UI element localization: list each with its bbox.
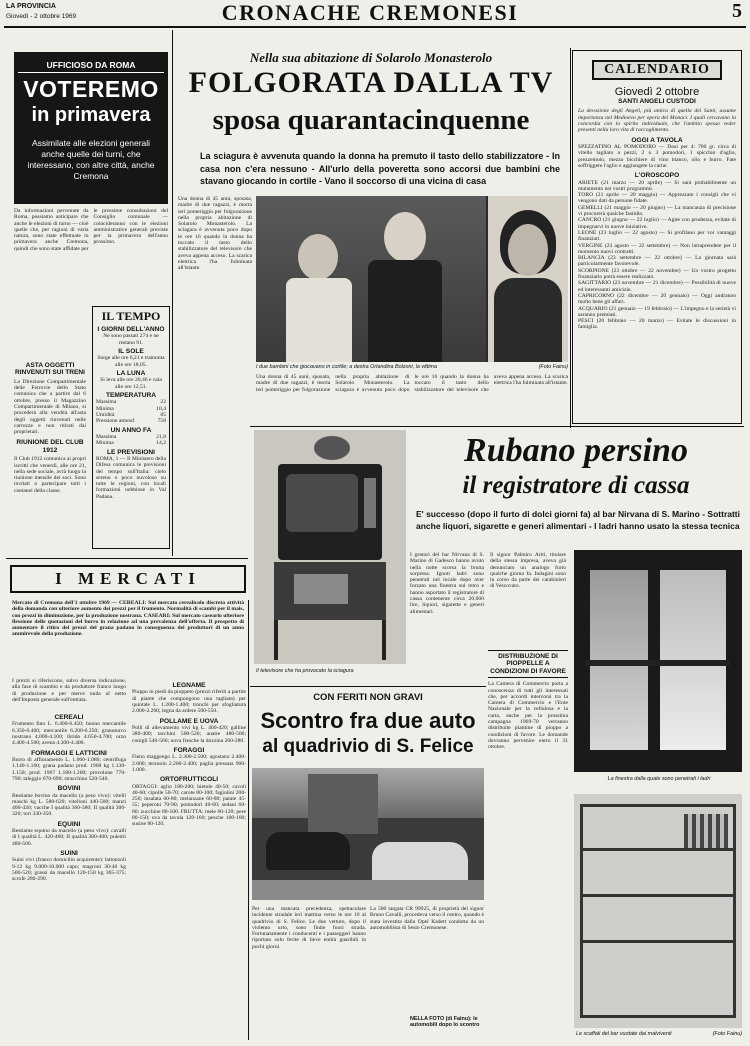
col-rule xyxy=(172,30,173,556)
tv-caption: Il televisore che ha provocato la sciagura xyxy=(256,668,354,674)
prev-text: ROMA, 1 — Il Ministero della Difesa comunica le previsioni del tempo sull'Italia: cielo sereno o poco nuvoloso su tutte le regioni, con locali formazioni nebbiose in Val Padana. xyxy=(96,456,166,500)
mercati-section-head: SUINI xyxy=(60,850,78,858)
prev-head: LE PREVISIONI xyxy=(107,448,155,456)
victims-caption: I due bambini che giocavano in cortile; a destra Orlandina Bolzoni, la vittima xyxy=(256,364,437,370)
calendario-box xyxy=(572,50,742,424)
calendario-saint: SANTI ANGELI CUSTODI xyxy=(618,98,696,105)
section-rule xyxy=(6,558,248,559)
rubano-title: Rubano persino xyxy=(464,432,688,469)
temp-value: 758 xyxy=(157,418,166,425)
woman-portrait xyxy=(488,196,568,362)
tavola-head: OGGI A TAVOLA xyxy=(631,136,683,144)
mercati-section-body: Polli di allevamento vivi kg L. 400-420; galline 380-400; tacchini 500-520; anatre 480-500; conigli 540-560; uova fresche la dozzina 260-280. xyxy=(132,725,246,744)
luna-head: LA LUNA xyxy=(116,370,146,377)
folgorata-kicker: Nella sua abitazione di Solarolo Monasterolo xyxy=(249,50,493,65)
tv-stabilizer xyxy=(294,574,348,604)
mercati-section-head: EQUINI xyxy=(57,820,81,828)
temp-head: TEMPERATURA xyxy=(105,392,157,399)
temp-label: Umidità xyxy=(96,412,115,418)
shelf-row xyxy=(582,894,734,897)
temp-label: Massima xyxy=(96,399,117,406)
oroscopo-item: CANCRO (21 giugno — 22 luglio) — Agite con prudenza, evitate di impegnarvi in nuove iniziative. xyxy=(578,217,736,230)
oroscopo-item: SCORPIONE (23 ottobre — 22 novembre) — Un vostro progetto finanziario potrà essere realizzato. xyxy=(578,267,736,281)
giorni-text: Ne sono passati 274 e ne restano 91. xyxy=(103,333,159,346)
news-body-club: Il Club 1912 comunica ai propri iscritti che venerdì, alle ore 21, nella sede sociale, avrà luogo la riunione mensile dei soci. Sono invitati a partecipare tutti i coetanei della classe. xyxy=(14,456,86,494)
masthead-rule xyxy=(4,26,746,28)
shelf-row xyxy=(582,940,734,943)
voteremo-kicker: UFFICIOSO DA ROMA xyxy=(18,60,164,73)
issue-date: Giovedì - 2 ottobre 1969 xyxy=(6,13,77,20)
shelf-credit: (Foto Fainu) xyxy=(712,1031,742,1037)
mercati-section-body: ORTAGGI: aglio 180-200; bietole 40-50; cavoli 40-60; cipolle 50-70; carote 80-100; fagiolini 200-250; insalata 60-80; melanzane 60-80; patate 45-55; peperoni 70-90; pomodori 40-60; sedani 60-80; zucchine 80-100. FRUTTA: mele 60-120; pere 80-150; uva da tavola 120-160; pesche 100-180; susine 80-120. xyxy=(132,783,246,828)
shelf-bottles xyxy=(684,814,728,848)
mercati-section-head: CEREALI xyxy=(54,714,84,721)
tv-legs xyxy=(274,620,386,660)
mercati-section-head: ORTOFRUTTICOLI xyxy=(159,776,219,784)
sole-head: IL SOLE xyxy=(118,348,144,355)
child-2-body xyxy=(368,260,442,362)
rubano-sub: E' successo (dopo il furto di dolci giorni fa) al bar Nirvana di S. Marino - Sottratti anche liquori, sigarette e generi alimentari - I ladri hanno usato la stessa tecnica xyxy=(416,509,740,531)
mercati-intro: Mercato di Cremona dell'1 ottobre 1969 — CEREALI: Sul mercato cerealicolo discreta attività della domanda con ulteriore aumento dei prezzi per il frumento. Normalità di scambi per il mais, con prezzi in diminuzione, per la produzione nostrana. CASEARI: Sul mercato caseario ulteriore flessione delle quotazioni del burro in relazione ad una prevalenza dell'offerta. Il prospetto di aumentare il ritiro dei prezzi del grana padano in conseguenza dei produttori di un anno ammirevole della produzione. xyxy=(12,600,244,638)
oroscopo-item: SAGITTARIO (23 novembre — 21 dicembre) — Possibilità di nuove ed interessanti amicizie. xyxy=(578,280,736,293)
col-rule xyxy=(248,600,249,1040)
scontro-caption: NELLA FOTO (di Fainu): le automobili dopo lo scontro xyxy=(410,1016,480,1029)
giorni-head: I GIORNI DELL'ANNO xyxy=(97,326,165,333)
scontro-kicker: CON FERITI NON GRAVI xyxy=(313,692,423,703)
window-photo xyxy=(574,550,742,772)
shelf-row xyxy=(582,848,734,851)
anno-label: Minima xyxy=(96,440,114,447)
rubano-body-2: Il signor Palmiro Ariti, titolare della stessa impresa, aveva già denunciato un analogo furto qualche giorno fa. Indagini sono in corso da parte dei carabinieri di Vescovato. xyxy=(490,552,566,590)
oroscopo-item: ARIETE (21 marzo — 20 aprile) — Si sarà probabilmente un mutamento nei vostri programmi. xyxy=(578,179,736,192)
woman-face xyxy=(508,224,548,276)
folgorata-body: Una donna di 45 anni, sposata, madre di due ragazzi, è morta ieri pomeriggio per folgorazione nella propria abitazione di Solarolo Monasterolo. La sciagura è avvenuta poco dopo le ore 16 quando la donna ha toccato il tasto dello stabilizzatore del televisore che aveva appena acceso. La scarica elettrica l'ha fulminata all'istante. xyxy=(178,196,252,272)
scontro-body-2: La 500 targata CR 99925, di proprietà del signor Bruno Cavalli, procedeva verso il centro, quando è stata investita dalla Opel Kadett condotta da un automobilista di Sesto Cremonese. xyxy=(370,906,484,931)
mercati-section-body: Bestiame equino da macello (a peso vivo): cavalli di I qualità L. 420-460; II qualità 380-400; puledri 480-500. xyxy=(12,828,126,847)
oroscopo-item: TORO (21 aprile — 20 maggio) — Apprezzate i consigli che vi vengono dati da persone fidate. xyxy=(578,192,736,205)
folgorata-title-2: sposa quarantacinquenne xyxy=(212,104,530,136)
scontro-rule xyxy=(250,686,486,687)
mercati-section-body: Fieno maggengo L. 2.300-2.500; agostano 2.400-2.600; terzuolo 2.200-2.400; paglia pressata 900-1.000. xyxy=(132,754,246,773)
mercati-section-body: Burro di affioramento L. 1.060-1.080; centrifuga 1.140-1.160; grana padano prod. 1968 kg 1.130-1.150; prod. 1967 1.180-1.200; provolone 770-790; taleggio 670-690; stracchino 520-540. xyxy=(12,757,126,782)
oroscopo-item: LEONE (23 luglio — 22 agosto) — Si profilano per voi vantaggi finanziari. xyxy=(578,229,736,243)
temp-value: 22 xyxy=(160,399,166,406)
temp-row xyxy=(96,418,166,424)
meteo-title: IL TEMPO xyxy=(101,309,161,323)
paper-name: LA PROVINCIA xyxy=(6,3,56,10)
tv-knobs xyxy=(364,478,376,528)
crash-building xyxy=(308,774,378,834)
shelf-caption: Le scaffali del bar vuotate dai malviventi xyxy=(576,1031,672,1037)
calendario-date: Giovedì 2 ottobre xyxy=(614,86,700,98)
tv-set xyxy=(278,464,382,560)
mercati-note: I prezzi si riferiscono, salvo diversa indicazione, alla fase di scambio e da produttore franco luogo di produzione e per merce nuda al netto dell'Imposta generale sull'entrata. xyxy=(12,678,126,703)
temp-label: Pressione atmosf. xyxy=(96,418,136,425)
scontro-body: Per una mancata precedenza, spettacolare incidente stradale ieri mattina verso le ore 10 al quadrivio di S. Felice. Le due vetture, dopo il violento urto, sono finite fuori strada. Fortunatamente i conducenti e i passeggeri hanno riportato solo ferite di lieve entità guaribili in pochi giorni. xyxy=(252,906,366,950)
oroscopo-item: GEMELLI (21 maggio — 20 giugno) — La mancanza di precisione vi procurerà qualche fastidio. xyxy=(578,204,736,218)
anno-value: 14,2 xyxy=(156,440,166,447)
mercati-header xyxy=(10,565,246,593)
window-caption: La finestra dalla quale sono penetrati i ladri xyxy=(607,776,711,782)
news-head-asta: ASTA OGGETTI RINVENUTI SUI TRENI xyxy=(15,362,85,377)
mercati-title: I MERCATI xyxy=(55,569,201,588)
oroscopo-head: L'OROSCOPO xyxy=(634,172,680,180)
sole-text: Sorge alle ore 6,21 e tramonta alle ore 18,05. xyxy=(97,355,165,368)
luna-text: Si leva alle ore 20,46 e cala alle ore 12,51. xyxy=(100,377,162,390)
pioppelle-box xyxy=(488,650,568,1042)
mercati-section-head: FORMAGGI E LATTICINI xyxy=(31,749,107,757)
temp-value: 10,4 xyxy=(156,405,166,412)
mercati-section-body: Bestiame bovino da macello (a peso vivo): vitelli maschi kg L. 580-620; vitelloni 440-500; manzi 400-430; vacche I qualità 360-380; II qualità 300-320; tori 330-350. xyxy=(12,792,126,818)
child-2-head xyxy=(384,212,426,262)
voteremo-body: Da informazioni pervenute da Roma, possiamo anticipare che anche le elezioni di turno — cioè quelle che, per ragioni di varia natura, sono state effettuate in primavera anche Cremona, quindi che sono state affidate per le prossime consultazioni del Consiglio comunale — coincideranno con le elezioni amministrative generali previste per la primavera dell'anno prossimo. xyxy=(14,208,168,252)
pioppelle-head: DISTRIBUZIONE DI PIOPPELLE A CONDIZIONI DI FAVORE xyxy=(488,650,568,678)
anno-label: Massima xyxy=(96,434,117,440)
mercati-section-body: Pioppo in piedi da pioppeto (prezzi riferiti a partite di piante che compongono una tagliata) per quintale L. 1.200-1.400; tronchi per sfogliatura 2.000-2.200; legna da ardere 500-550. xyxy=(132,689,246,715)
child-1-head xyxy=(298,234,338,280)
crash-photo xyxy=(252,768,484,900)
voteremo-title: VOTEREMO xyxy=(23,76,159,102)
tv-photo xyxy=(254,430,406,664)
anno-row xyxy=(96,440,166,446)
voteremo-sub: Assimilate alle elezioni generali anche quelle dei turni, che interessano, con altre città, anche Cremona xyxy=(27,138,155,181)
folgorata-body-cont: Una donna di 45 anni, sposata, madre di due ragazzi, è morta ieri pomeriggio per folgorazione nella propria abitazione di Solarolo Monasterolo. La sciagura è avvenuta poco dopo le ore 16 quando la donna ha toccato il tasto dello stabilizzatore del televisore che aveva appena acceso. La scarica elettrica l'ha fulminata all'istante. xyxy=(256,374,568,393)
voteremo-box xyxy=(14,52,168,204)
masthead xyxy=(0,0,750,46)
victims-photo xyxy=(256,196,568,362)
temp-value: 85 xyxy=(160,412,166,418)
child-1-body xyxy=(286,278,352,362)
oroscopo-item: ACQUARIO (21 gennaio — 19 febbraio) — L'impegno e la serietà vi saranno premiati. xyxy=(578,305,736,318)
news-body-asta: La Direzione Compartimentale delle Ferrovie dello Stato comunica che a partire dal 6 ottobre, presso il Magazzino Compartimentale di Milano, si procederà alla vendita all'asta degli oggetti rinvenuti nelle carrozze e non ritirati dai proprietari. xyxy=(14,378,86,436)
oroscopo-item: CAPRICORNO (22 dicembre — 20 gennaio) — Oggi andranno molto bene gli affari. xyxy=(578,292,736,306)
mercati-col-2 xyxy=(132,682,246,1044)
folgorata-title: FOLGORATA DALLA TV xyxy=(188,66,554,99)
oroscopo-item: VERGINE (23 agosto — 22 settembre) — Non intraprendete per il momento nuovi contratti. xyxy=(578,242,736,255)
small-news-col xyxy=(14,362,86,547)
calendario-intro: La devozione degli Angeli, più antica di quella dei Santi, assume importanza nel Medioevo per opera dei Monaci. I quali cercavano la concordia con lo spirito individuale, che l'ambito spesso veder presenti nella loro vita di raccoglimento. xyxy=(578,108,736,134)
mercati-col-1 xyxy=(12,714,126,1044)
scontro-title: Scontro fra due auto xyxy=(260,708,476,733)
window-bars xyxy=(586,660,730,666)
victims-credit: (Foto Fainu) xyxy=(538,364,568,370)
crash-car-1 xyxy=(266,832,350,870)
anno-value: 21,8 xyxy=(156,434,166,440)
mercati-section-body: Frumento fino L. 6.400-6.450; buono mercantile 6.350-6.400; mercantile 6.200-6.250; granoturco nostrano 4.000-4.100; ibrido 4.650-4.700; orzo 4.400-4.500; avena 4.300-4.400. xyxy=(12,721,126,747)
anno-head: UN ANNO FA xyxy=(110,426,152,434)
mercati-section-head: BOVINI xyxy=(57,785,81,793)
crash-road xyxy=(252,880,484,900)
mercati-section-body: Suini vivi (franco domicilio acquirente): lattonzoli 9-12 kg 9.000-10.000 capo; magroni 30-40 kg 500-520; grassi da macello 120-150 kg 365-375; scrofe 280-290. xyxy=(12,857,126,883)
tv-screen xyxy=(286,474,358,532)
tv-plant xyxy=(314,436,350,460)
mercati-section-head: POLLAME E UOVA xyxy=(159,717,219,725)
shelf-photo xyxy=(574,794,742,1028)
calendario-title: CALENDARIO xyxy=(592,60,722,80)
rubano-body: I gestori del bar Nirvana di S. Marino di Gadesco hanno avuto nella notte scorsa la brutta sorpresa. Ignoti ladri sono penetrati nel locale dopo aver forzato una finestra sul retro e hanno asportato il registratore di cassa contenente circa 20.000 lire, liquori, sigarette e generi alimentari. xyxy=(410,552,484,615)
oroscopo-item: BILANCIA (23 settembre — 22 ottobre) — La giornata sarà particolarmente favorevole. xyxy=(578,255,736,268)
pioppelle-body: La Camera di Commercio porta a conoscenza di tutti gli interessati che, per accordi intercorsi tra la Camera di Commercio e l'Ente Nazionale per la cellulosa e la carta, anche per la prossima campagna 1969-70 verranno distribuite piantine di pioppo a condizioni di favore. Le domande dovranno pervenire entro il 31 ottobre. xyxy=(488,681,568,751)
mercati-section-head: FORAGGI xyxy=(173,746,205,754)
scontro-title-2: al quadrivio di S. Felice xyxy=(262,736,474,757)
crash-car-2 xyxy=(372,842,468,884)
mercati-section-head: LEGNAME xyxy=(172,682,206,689)
oroscopo-item: PESCI (20 febbraio — 20 marzo) — Evitate le discussioni in famiglia. xyxy=(578,318,736,331)
news-head-club: RIUNIONE DEL CLUB 1912 xyxy=(16,439,84,454)
woman-body xyxy=(494,278,562,362)
section-rule xyxy=(250,426,744,427)
col-rule xyxy=(570,48,571,428)
rubano-title-2: il registratore di cassa xyxy=(462,472,690,499)
temp-label: Minima xyxy=(96,405,114,412)
folgorata-sub: La sciagura è avvenuta quando la donna ha premuto il tasto dello stabilizzatore - In casa non c'era nessuno - All'urlo della poveretta sono accorsi due bambini che stavano giocando in cortile - Vano il soccorso di una vicina di casa xyxy=(200,151,560,186)
voteremo-title-2: in primavera xyxy=(31,104,151,126)
section-title: CRONACHE CREMONESI xyxy=(221,0,519,25)
tavola-text: SPEZZATINO AL POMODORO — Dosi per 4: 700 gr. circa di vitello tagliato a pezzi, 2 o 3 pomodori, 1 spicchio d'aglio, prezzemolo, mezzo bicchiere di vino bianco, olio e burro. Fate soffriggere l'aglio e aggiungete la carne. xyxy=(578,144,736,169)
page-number: 5 xyxy=(732,0,742,22)
meteo-box xyxy=(92,306,170,549)
